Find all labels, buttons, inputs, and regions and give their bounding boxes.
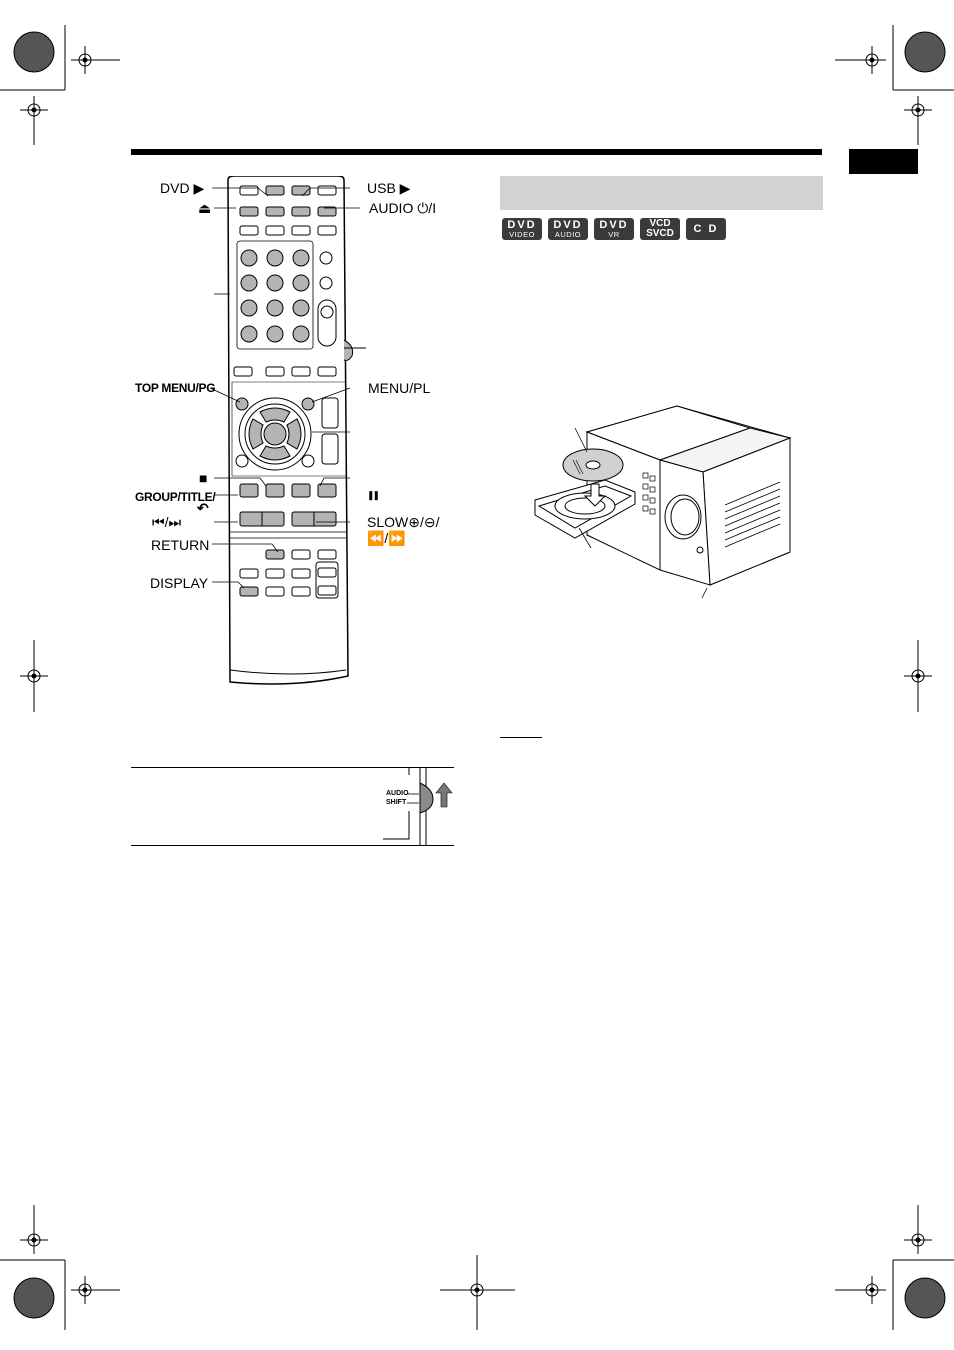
group-title-icon: ↶ bbox=[197, 500, 209, 516]
audio-power-label: AUDIO ⏻/I bbox=[369, 200, 437, 216]
pause-label: ❚❚ bbox=[367, 490, 379, 500]
disc-badge-dvd-audio: DVD AUDIO bbox=[548, 218, 588, 240]
return-label: RETURN bbox=[151, 537, 210, 553]
disc-badge-dvd-vr: DVD VR bbox=[594, 218, 634, 240]
disc-loading-illustration bbox=[525, 400, 805, 605]
disc-badge-vcd-svcd: VCD SVCD bbox=[640, 218, 680, 240]
note-rule bbox=[500, 737, 542, 738]
usb-play-label: USB ▶ bbox=[367, 180, 411, 196]
remote-leader-lines bbox=[200, 180, 360, 600]
disc-badge-cd: C D bbox=[686, 218, 726, 240]
audio-shift-label-line1: AUDIO bbox=[386, 790, 409, 797]
dvd-play-label: DVD ▶ bbox=[160, 180, 205, 196]
section-tab bbox=[849, 149, 918, 174]
info-box-bottom-rule bbox=[131, 845, 454, 846]
stop-label: ■ bbox=[199, 470, 208, 486]
skip-label: ⏮/⏭ bbox=[152, 514, 182, 530]
slow-label: SLOW⊕/⊖/ bbox=[367, 514, 440, 530]
disc-badge-dvd-video: DVD VIDEO bbox=[502, 218, 542, 240]
menu-pl-label: MENU/PL bbox=[368, 380, 431, 396]
section-heading-band bbox=[500, 176, 823, 210]
audio-shift-switch-illustration bbox=[383, 767, 458, 845]
audio-shift-label-line2: SHIFT bbox=[386, 799, 407, 806]
top-menu-label: TOP MENU/PG bbox=[135, 381, 216, 395]
eject-label: ⏏ bbox=[198, 200, 212, 216]
search-label: ⏪/⏩ bbox=[367, 530, 406, 546]
group-title-label: GROUP/TITLE/ bbox=[135, 490, 216, 504]
header-rule bbox=[131, 149, 822, 155]
display-label: DISPLAY bbox=[150, 575, 209, 591]
